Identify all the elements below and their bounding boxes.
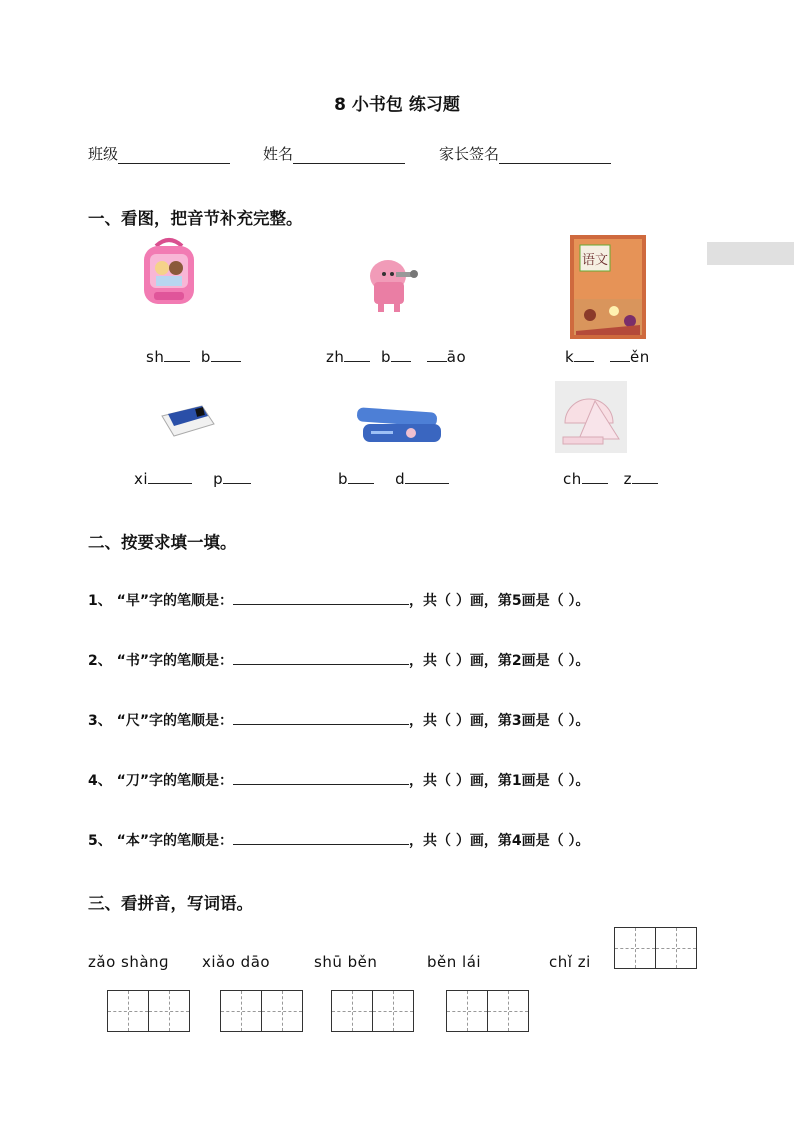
question-text: 画是（ ）。	[521, 653, 590, 669]
syllable-blank[interactable]	[164, 347, 190, 362]
stroke-order-blank[interactable]	[233, 590, 409, 605]
pinyin-word-3: shū běn	[314, 953, 378, 971]
writing-grid-4[interactable]	[446, 990, 529, 1032]
side-tab	[707, 242, 794, 265]
syllable-text: z	[623, 470, 632, 488]
syllable-blank[interactable]	[223, 469, 251, 484]
syllable-text: d	[395, 470, 406, 488]
parent-signature-label: 家长签名	[439, 145, 500, 163]
textbook-title: 语文	[581, 253, 609, 268]
syllable-row-sharpener	[326, 347, 466, 366]
stroke-number: 1	[511, 773, 522, 789]
question-text: “尺”字的笔顺是：	[116, 713, 234, 729]
question-text: ，共（ ）画，第	[409, 593, 512, 609]
syllable-text: āo	[446, 348, 467, 366]
question-text: “书”字的笔顺是：	[116, 653, 234, 669]
pinyin-word-5: chǐ zi	[549, 953, 591, 971]
question-text: ，共（ ）画，第	[409, 653, 512, 669]
pencil-sharpener-image	[360, 252, 422, 314]
syllable-text: k	[565, 348, 575, 366]
stroke-number: 3	[511, 713, 522, 729]
stroke-question-2	[88, 650, 590, 670]
question-text: ，共（ ）画，第	[409, 833, 512, 849]
name-input-line[interactable]	[293, 147, 405, 164]
stroke-question-5	[88, 830, 590, 850]
question-number: 5、	[88, 833, 112, 849]
stroke-order-blank[interactable]	[233, 830, 409, 845]
stroke-order-blank[interactable]	[233, 650, 409, 665]
question-text: ，共（ ）画，第	[409, 773, 512, 789]
pinyin-word-4: běn lái	[427, 953, 482, 971]
question-text: “早”字的笔顺是：	[116, 593, 234, 609]
question-number: 3、	[88, 713, 112, 729]
writing-grid-3[interactable]	[331, 990, 414, 1032]
parent-signature-input-line[interactable]	[499, 147, 611, 164]
syllable-blank[interactable]	[211, 347, 241, 362]
question-text: “刀”字的笔顺是：	[116, 773, 234, 789]
syllable-text: b	[200, 348, 211, 366]
syllable-text: ch	[563, 470, 582, 488]
syllable-blank[interactable]	[348, 469, 374, 484]
syllable-text: zh	[326, 348, 345, 366]
grid-cell[interactable]	[615, 928, 655, 968]
grid-cell[interactable]	[148, 991, 189, 1031]
grid-cell[interactable]	[261, 991, 302, 1031]
grid-cell[interactable]	[655, 928, 696, 968]
writing-grid-5[interactable]	[614, 927, 697, 969]
eraser-image	[158, 402, 216, 440]
question-text: ，共（ ）画，第	[409, 713, 512, 729]
question-text: 画是（ ）。	[521, 593, 590, 609]
pinyin-word-1: zǎo shànɡ	[88, 953, 170, 971]
syllable-blank[interactable]	[391, 347, 411, 362]
syllable-row-pencil-case	[338, 469, 449, 488]
syllable-blank[interactable]	[582, 469, 608, 484]
name-field	[263, 143, 405, 164]
parent-signature-field	[439, 143, 611, 164]
textbook-image	[570, 235, 646, 339]
grid-cell[interactable]	[332, 991, 372, 1031]
question-number: 1、	[88, 593, 112, 609]
section3-heading: 三、看拼音，写词语。	[88, 894, 253, 913]
section2-heading: 二、按要求填一填。	[88, 533, 237, 552]
question-text: 画是（ ）。	[521, 773, 590, 789]
grid-cell[interactable]	[372, 991, 413, 1031]
syllable-blank[interactable]	[148, 469, 192, 484]
stroke-number: 2	[511, 653, 522, 669]
stroke-question-1	[88, 590, 590, 610]
syllable-row-eraser	[134, 469, 251, 488]
stroke-number: 5	[511, 593, 522, 609]
syllable-text: b	[338, 470, 349, 488]
syllable-blank[interactable]	[574, 347, 594, 362]
writing-grid-2[interactable]	[220, 990, 303, 1032]
section1-heading: 一、看图，把音节补充完整。	[88, 209, 303, 228]
class-label: 班级	[88, 145, 119, 163]
syllable-row-textbook	[565, 347, 650, 366]
class-field	[88, 143, 230, 164]
syllable-row-ruler	[563, 469, 658, 488]
ruler-set-image	[555, 381, 627, 453]
question-number: 2、	[88, 653, 112, 669]
grid-cell[interactable]	[221, 991, 261, 1031]
syllable-blank[interactable]	[610, 347, 630, 362]
syllable-blank[interactable]	[427, 347, 447, 362]
grid-cell[interactable]	[108, 991, 148, 1031]
syllable-text: b	[380, 348, 391, 366]
question-text: 画是（ ）。	[521, 713, 590, 729]
question-number: 4、	[88, 773, 112, 789]
pinyin-word-2: xiǎo dāo	[202, 953, 271, 971]
stroke-order-blank[interactable]	[233, 710, 409, 725]
page-title: 8 小书包 练习题	[334, 95, 460, 115]
syllable-row-schoolbag	[146, 347, 241, 366]
question-text: “本”字的笔顺是：	[116, 833, 234, 849]
question-text: 画是（ ）。	[521, 833, 590, 849]
stroke-question-3	[88, 710, 590, 730]
stroke-number: 4	[511, 833, 522, 849]
syllable-blank[interactable]	[344, 347, 370, 362]
syllable-text: ěn	[630, 348, 650, 366]
grid-cell[interactable]	[447, 991, 487, 1031]
syllable-text: xi	[134, 470, 149, 488]
syllable-text: p	[213, 470, 224, 488]
name-label: 姓名	[263, 145, 294, 163]
stroke-question-4	[88, 770, 590, 790]
class-input-line[interactable]	[118, 147, 230, 164]
syllable-text: sh	[146, 348, 165, 366]
grid-cell[interactable]	[487, 991, 528, 1031]
syllable-blank[interactable]	[632, 469, 658, 484]
pencil-case-image	[353, 404, 445, 446]
schoolbag-image	[136, 234, 202, 310]
stroke-order-blank[interactable]	[233, 770, 409, 785]
syllable-blank[interactable]	[405, 469, 449, 484]
writing-grid-1[interactable]	[107, 990, 190, 1032]
